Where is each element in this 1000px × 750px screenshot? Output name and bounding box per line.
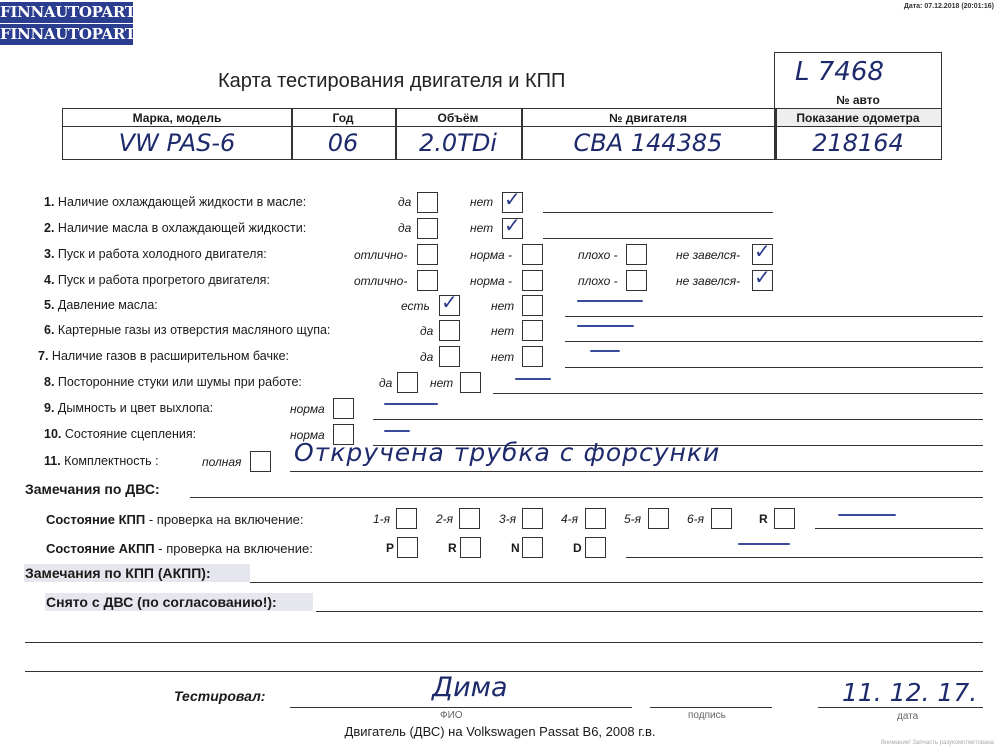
col-header-engine: № двигателя	[521, 109, 775, 127]
form-title: Карта тестирования двигателя и КПП	[218, 70, 566, 92]
checkbox-net[interactable]	[522, 320, 543, 341]
gear-r: R	[759, 512, 768, 526]
option-net: нет	[491, 324, 515, 338]
checkbox-gear-d[interactable]	[585, 537, 606, 558]
option-no: нет	[491, 299, 515, 313]
gear-d: D	[573, 541, 582, 555]
option-net: нет	[470, 221, 494, 235]
car-number-label: № авто	[836, 93, 880, 107]
option-not-started: не завелся-	[676, 274, 741, 288]
gear-6: 6-я	[687, 512, 705, 526]
col-header-model: Марка, модель	[63, 109, 291, 127]
checkbox-normal[interactable]	[333, 398, 354, 419]
removed-from-engine-label: Снято с ДВС (по согласованию!):	[46, 594, 277, 610]
value-year: 06	[327, 129, 359, 157]
checkbox-not-started[interactable]	[752, 267, 773, 291]
option-full: полная	[202, 455, 242, 469]
check-row-4: 4. Пуск и работа прогретого двигателя:	[44, 273, 270, 287]
option-normal: норма	[290, 428, 325, 442]
value-engine-number: CBA 144385	[573, 129, 723, 157]
car-info-table	[62, 108, 942, 160]
checkbox-gear-4[interactable]	[585, 508, 606, 529]
option-da: да	[398, 221, 412, 235]
akpp-row	[46, 541, 313, 556]
col-header-odometer: Показание одометра	[775, 109, 941, 127]
checkbox-gear-6[interactable]	[711, 508, 732, 529]
check-row-7: 7. Наличие газов в расширительном бачке:	[38, 349, 290, 363]
option-normal: норма	[290, 402, 325, 416]
watermark: Внимание! Запчасть разукомплектована	[880, 740, 994, 746]
option-bad: плохо -	[578, 274, 618, 288]
sig-label-signature: подпись	[688, 710, 726, 721]
brand-logo: FINNAUTOPARTS	[0, 3, 147, 21]
checkbox-gear-2[interactable]	[459, 508, 480, 529]
gear-n: N	[511, 541, 520, 555]
check-mark-icon: ✓	[504, 189, 521, 211]
option-da: да	[398, 195, 412, 209]
checkbox-da[interactable]	[439, 320, 460, 341]
check-row-3: 3. Пуск и работа холодного двигателя:	[44, 247, 267, 261]
checkbox-excellent[interactable]	[417, 244, 438, 265]
option-da: да	[420, 324, 434, 338]
car-number-value: L 7468	[795, 57, 884, 87]
akpp-sub: - проверка на включение:	[154, 541, 313, 556]
sig-label-date: дата	[897, 711, 919, 722]
completeness-note: Откручена трубка с форсунки	[294, 438, 721, 467]
gear-5: 5-я	[624, 512, 642, 526]
option-normal: норма -	[470, 248, 513, 262]
check-row-8: 8. Посторонние стуки или шумы при работе:	[44, 375, 302, 389]
check-row-5: 5. Давление масла:	[44, 298, 158, 312]
gear-r-auto: R	[448, 541, 457, 555]
option-net: нет	[491, 350, 515, 364]
option-net: нет	[430, 376, 454, 390]
checkbox-da[interactable]	[439, 346, 460, 367]
date-stamp: Дата: 07.12.2018 (20:01:16)	[903, 3, 994, 10]
option-da: да	[420, 350, 434, 364]
checkbox-net[interactable]	[502, 215, 523, 239]
checkbox-no[interactable]	[522, 295, 543, 316]
checkbox-not-started[interactable]	[752, 241, 773, 265]
gear-2: 2-я	[436, 512, 454, 526]
checkbox-gear-1[interactable]	[396, 508, 417, 529]
checkbox-gear-p[interactable]	[397, 537, 418, 558]
kpp-row	[46, 512, 303, 527]
value-odometer: 218164	[812, 129, 904, 157]
checkbox-da[interactable]	[417, 218, 438, 239]
check-row-2: 2. Наличие масла в охлаждающей жидкости:	[44, 221, 307, 235]
col-header-year: Год	[291, 109, 395, 127]
checkbox-gear-n[interactable]	[522, 537, 543, 558]
checkbox-full[interactable]	[250, 451, 271, 472]
kpp-label: Состояние КПП	[46, 512, 146, 527]
sig-label-name: ФИО	[440, 710, 463, 721]
checkbox-gear-r-auto[interactable]	[460, 537, 481, 558]
check-row-11: 11. Комплектность :	[44, 454, 159, 468]
option-da: да	[379, 376, 393, 390]
option-net: нет	[470, 195, 494, 209]
checkbox-net[interactable]	[460, 372, 481, 393]
option-excellent: отлично-	[354, 248, 408, 262]
check-mark-icon: ✓	[441, 292, 458, 314]
checkbox-yes[interactable]	[439, 292, 460, 316]
kpp-remarks-label: Замечания по КПП (АКПП):	[25, 565, 211, 581]
brand-logo-secondary: FINNAUTOPARTS	[0, 25, 147, 43]
checkbox-normal[interactable]	[522, 270, 543, 291]
option-yes: есть	[401, 299, 430, 313]
checkbox-bad[interactable]	[626, 244, 647, 265]
gear-4: 4-я	[561, 512, 579, 526]
col-header-volume: Объём	[395, 109, 521, 127]
check-row-1: 1. Наличие охлаждающей жидкости в масле:	[44, 195, 307, 209]
checkbox-bad[interactable]	[626, 270, 647, 291]
checkbox-net[interactable]	[522, 346, 543, 367]
checkbox-excellent[interactable]	[417, 270, 438, 291]
check-mark-icon: ✓	[754, 241, 771, 263]
gear-3: 3-я	[499, 512, 517, 526]
gear-p: P	[386, 541, 395, 555]
check-row-10: 10. Состояние сцепления:	[44, 427, 197, 441]
photo-caption: Двигатель (ДВС) на Volkswagen Passat B6, 2008 г.в.	[344, 724, 656, 739]
option-bad: плохо -	[578, 248, 618, 262]
akpp-label: Состояние АКПП	[46, 541, 155, 556]
dvs-remarks-label: Замечания по ДВС:	[25, 481, 160, 497]
checkbox-normal[interactable]	[522, 244, 543, 265]
option-excellent: отлично-	[354, 274, 408, 288]
check-row-9: 9. Дымность и цвет выхлопа:	[44, 401, 214, 415]
checkbox-net[interactable]	[502, 189, 523, 213]
gear-1: 1-я	[373, 512, 391, 526]
checkbox-gear-r[interactable]	[774, 508, 795, 529]
checkbox-da[interactable]	[417, 192, 438, 213]
tested-by-label: Тестировал:	[174, 688, 266, 704]
check-mark-icon: ✓	[504, 215, 521, 237]
checkbox-gear-3[interactable]	[522, 508, 543, 529]
value-volume: 2.0TDi	[419, 129, 497, 157]
option-normal: норма -	[470, 274, 513, 288]
value-model: VW PAS-6	[118, 129, 236, 157]
check-row-6: 6. Картерные газы из отверстия масляного щупа:	[44, 323, 331, 337]
checkbox-da[interactable]	[397, 372, 418, 393]
check-mark-icon: ✓	[754, 267, 771, 289]
kpp-sub: - проверка на включение:	[145, 512, 304, 527]
tester-name: Дима	[432, 672, 508, 703]
checkbox-gear-5[interactable]	[648, 508, 669, 529]
test-date: 11. 12. 17.	[842, 678, 978, 707]
option-not-started: не завелся-	[676, 248, 741, 262]
